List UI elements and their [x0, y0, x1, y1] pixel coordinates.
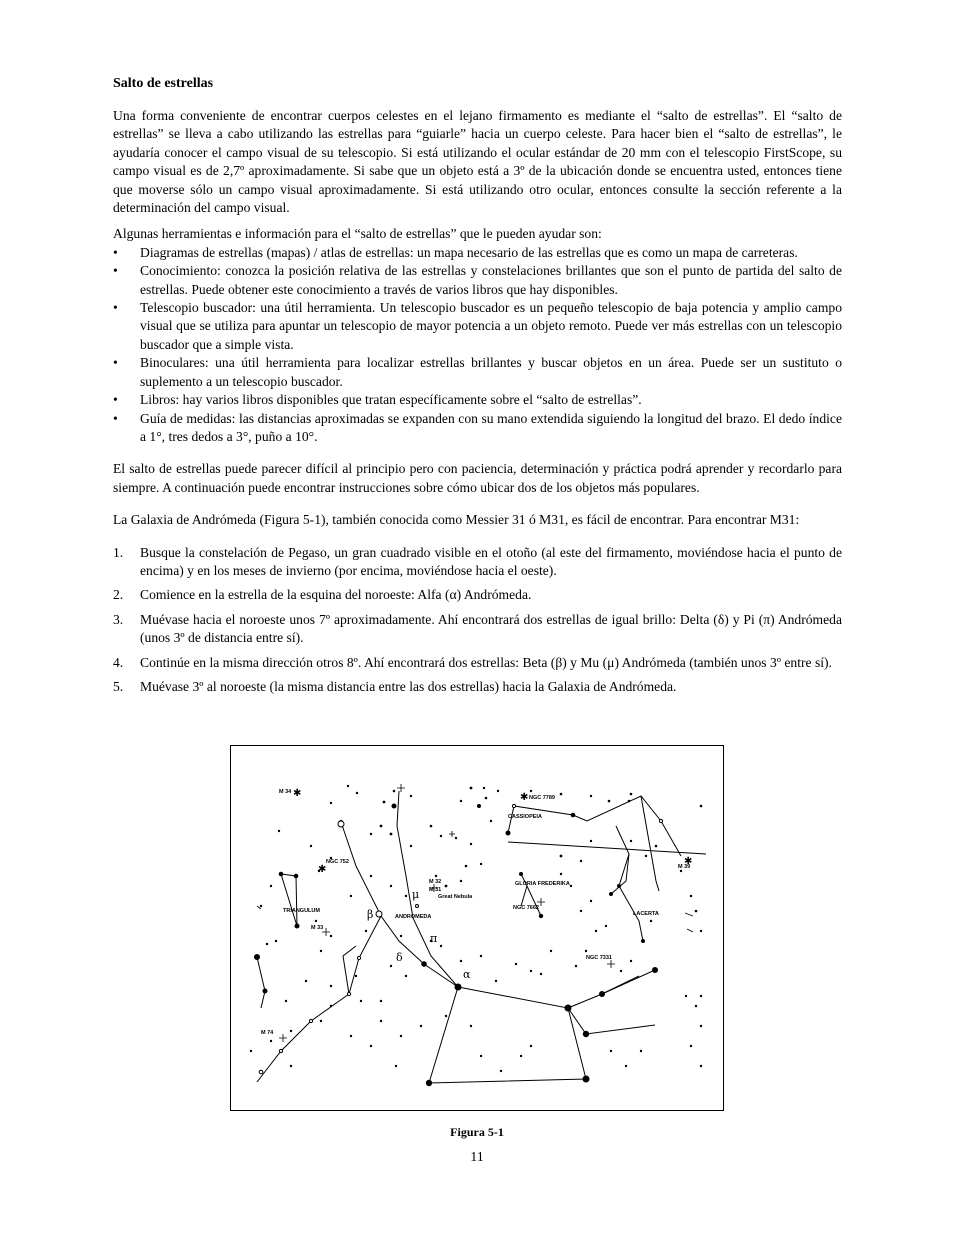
label-alpha: α: [463, 968, 471, 981]
bullet-icon: •: [113, 300, 118, 316]
star-delta: [421, 961, 427, 967]
star-chart-svg: [231, 746, 725, 1112]
star: [294, 874, 299, 879]
section-title: Salto de estrellas: [113, 76, 214, 91]
star: [259, 1070, 263, 1074]
cross-icon: [607, 960, 615, 968]
list-item: 1. Busque la constelación de Pegaso, un gran cuadrado visible en el otoño (al este del firmamento, moviéndose hacia el punto de encima) y en los meses de invierno (por encima, moviéndose hacia el oeste).: [113, 544, 842, 578]
pegasus-line: [602, 976, 639, 994]
greek-labels: [367, 888, 471, 981]
list-item: • Libros: hay varios libros disponibles que tratan específicamente sobre el “salto de estrellas”.: [113, 391, 842, 409]
list-item: 2. Comience en la estrella de la esquina del noroeste: Alfa (α) Andrómeda.: [113, 587, 532, 603]
steps-list: [113, 544, 842, 697]
pegasus-line: [568, 1008, 655, 1034]
asterisk-icon: ✱: [318, 864, 327, 875]
label-m39: M 39: [678, 864, 691, 870]
list-item: 5. Muévase 3º al noroeste (la misma distancia entre las dos estrellas) hacia la Galaxia de Andrómeda.: [113, 678, 677, 694]
label-great-nebula: Great Nebula: [438, 894, 473, 900]
star: [599, 991, 605, 997]
label-delta: δ: [396, 951, 403, 964]
star: [279, 872, 284, 877]
star-alpha: [455, 984, 462, 991]
bullet-icon: •: [113, 263, 118, 279]
star: [583, 1031, 589, 1037]
label-ngc752: NGC 752: [326, 859, 349, 865]
star: [512, 804, 515, 807]
star: [641, 939, 645, 943]
star: [392, 804, 397, 809]
list-item: 4. Continúe en la misma dirección otros 8º. Ahí encontrará dos estrellas: Beta (β) y Mu (μ) Andrómeda (también unos 3º entre sí).: [113, 654, 832, 670]
page-number: 11: [470, 1150, 484, 1165]
bullet-icon: •: [113, 244, 118, 260]
star: [426, 1080, 432, 1086]
star: [571, 813, 576, 818]
star: [539, 914, 543, 918]
list-item: • Binoculares: una útil herramienta para localizar estrellas brillantes y buscar objetos en un área. Puede ser un sustituto o suplemento a un telescopio buscador.: [113, 355, 842, 389]
label-gloria-frederika: GLORIA FREDERIKA: [515, 881, 570, 887]
label-triangulum: TRIANGULUM: [283, 908, 320, 914]
pegasus-square: [429, 987, 586, 1083]
star-chart: [230, 745, 724, 1111]
label-andromeda: ANDROMEDA: [395, 914, 432, 920]
cross-icon: [279, 1034, 287, 1042]
list-item: • Diagramas de estrellas (mapas) / atlas de estrellas: un mapa necesario de las estrellas que es como un mapa de carreteras.: [113, 244, 842, 262]
cross-markers: [279, 784, 615, 1042]
label-m31: M 31: [429, 887, 442, 893]
bullet-icon: •: [113, 355, 118, 371]
label-m32: M 32: [429, 879, 442, 885]
label-lacerta: LACERTA: [633, 911, 659, 917]
asterisk-icon: ✱: [684, 856, 693, 867]
chart-labels: [261, 789, 693, 1036]
figure-caption: Figura 5-1: [450, 1125, 504, 1139]
list-item: • Telescopio buscador: una útil herramienta. Un telescopio buscador es un pequeño telescopio de baja potencia y amplio campo visual que se utiliza para apuntar un telescopio de mayor potencia a un objeto remoto. Puede ver más estrellas con un telescopio buscador que a simple vista.: [113, 300, 842, 352]
tools-intro: Algunas herramientas e información para el “salto de estrellas” que le pueden ayudar son:: [113, 226, 602, 242]
label-ngc7789: NGC 7789: [529, 795, 555, 801]
star: [416, 905, 419, 908]
label-beta: β: [367, 908, 374, 921]
andromeda-line: [397, 791, 458, 987]
bullet-icon: •: [113, 410, 118, 426]
constellation-lines: [257, 791, 706, 1083]
star: [565, 1005, 572, 1012]
star: [254, 954, 260, 960]
star: [295, 924, 300, 929]
star: [347, 992, 350, 995]
star: [583, 1076, 590, 1083]
star: [279, 1049, 282, 1052]
star: [506, 831, 511, 836]
pisces-line: [257, 957, 265, 1008]
label-cassiopeia: CASSIOPEIA: [508, 814, 542, 820]
label-ngc7331: NGC 7331: [586, 955, 612, 961]
stars-bright: [254, 804, 658, 1087]
lacerta-line: [641, 796, 659, 891]
star: [477, 804, 481, 808]
bullet-icon: •: [113, 392, 118, 408]
star: [617, 884, 621, 888]
star: [357, 956, 360, 959]
m31-paragraph: La Galaxia de Andrómeda (Figura 5-1), también conocida como Messier 31 ó M31, es fácil de encontrar. Para encontrar M31:: [113, 512, 800, 528]
star: [309, 1019, 312, 1022]
tools-list: [113, 244, 842, 446]
list-item: • Guía de medidas: las distancias aproximadas se expanden con su mano extendida siguiendo la longitud del brazo. El dedo índice a 1°, tres dedos a 3°, puño a 10°.: [113, 410, 842, 444]
star: [659, 819, 662, 822]
document-body: [113, 75, 842, 704]
cross-icon: [449, 831, 455, 837]
asterisk-markers: [293, 788, 692, 875]
lacerta-line: [616, 826, 643, 941]
asterisk-icon: ✱: [293, 788, 302, 799]
list-item: • Conocimiento: conozca la posición relativa de las estrellas y constelaciones brillantes que son el punto de partida del salto de estrellas. Puede obtener este conocimiento a través de varios libros que hay disponibles.: [113, 263, 842, 297]
label-pi: π: [430, 932, 438, 945]
practice-paragraph: El salto de estrellas puede parecer difícil al principio pero con paciencia, determinación y práctica podrá aprender y recordarlo para siempre. A continuación puede encontrar instrucciones sobre cómo ubicar dos de los objetos más populares.: [113, 461, 842, 495]
asterisk-icon: ✱: [520, 792, 529, 803]
star: [338, 821, 344, 827]
label-m74: M 74: [261, 1030, 274, 1036]
star: [263, 989, 268, 994]
intro-paragraph: Una forma conveniente de encontrar cuerpos celestes en el lejano firmamento es mediante el “salto de estrellas”. El “salto de estrellas” se lleva a cabo utilizando las estrellas para “guiarle” hacia un cuerpo celeste. Para hacer bien el “salto de estrellas”, le ayudaría conocer el campo visual de su telescopio. Si está utilizando el ocular estándar de 20 mm con el telescopio FirstScope, su campo visual es de 2,7º aproximadamente. Si sabe que un objeto está a 3º de la ubicación donde se encuentra usted, entonces tiene que moverse sólo un campo visual aproximadamente. Si está utilizando otro ocular, entonces consulte la sección referente a la determinación del campo visual.: [113, 108, 842, 216]
label-m34: M 34: [279, 789, 292, 795]
label-mu: μ: [412, 888, 420, 901]
star: [519, 872, 523, 876]
cross-icon: [397, 784, 405, 792]
stars-open: [259, 804, 662, 1073]
andromeda-line: [343, 946, 356, 994]
label-m33: M 33: [311, 925, 324, 931]
star: [652, 967, 658, 973]
list-item: 3. Muévase hacia el noroeste unos 7º aproximadamente. Ahí encontrará dos estrellas de igual brillo: Delta (δ) y Pi (π) Andrómeda (unos 3º de distancia entre sí).: [113, 611, 842, 646]
triangulum-line: [281, 874, 297, 926]
label-ngc7662: NGC 7662: [513, 905, 539, 911]
gloria-line: [521, 886, 527, 906]
star: [609, 892, 613, 896]
star-beta: [376, 911, 382, 917]
